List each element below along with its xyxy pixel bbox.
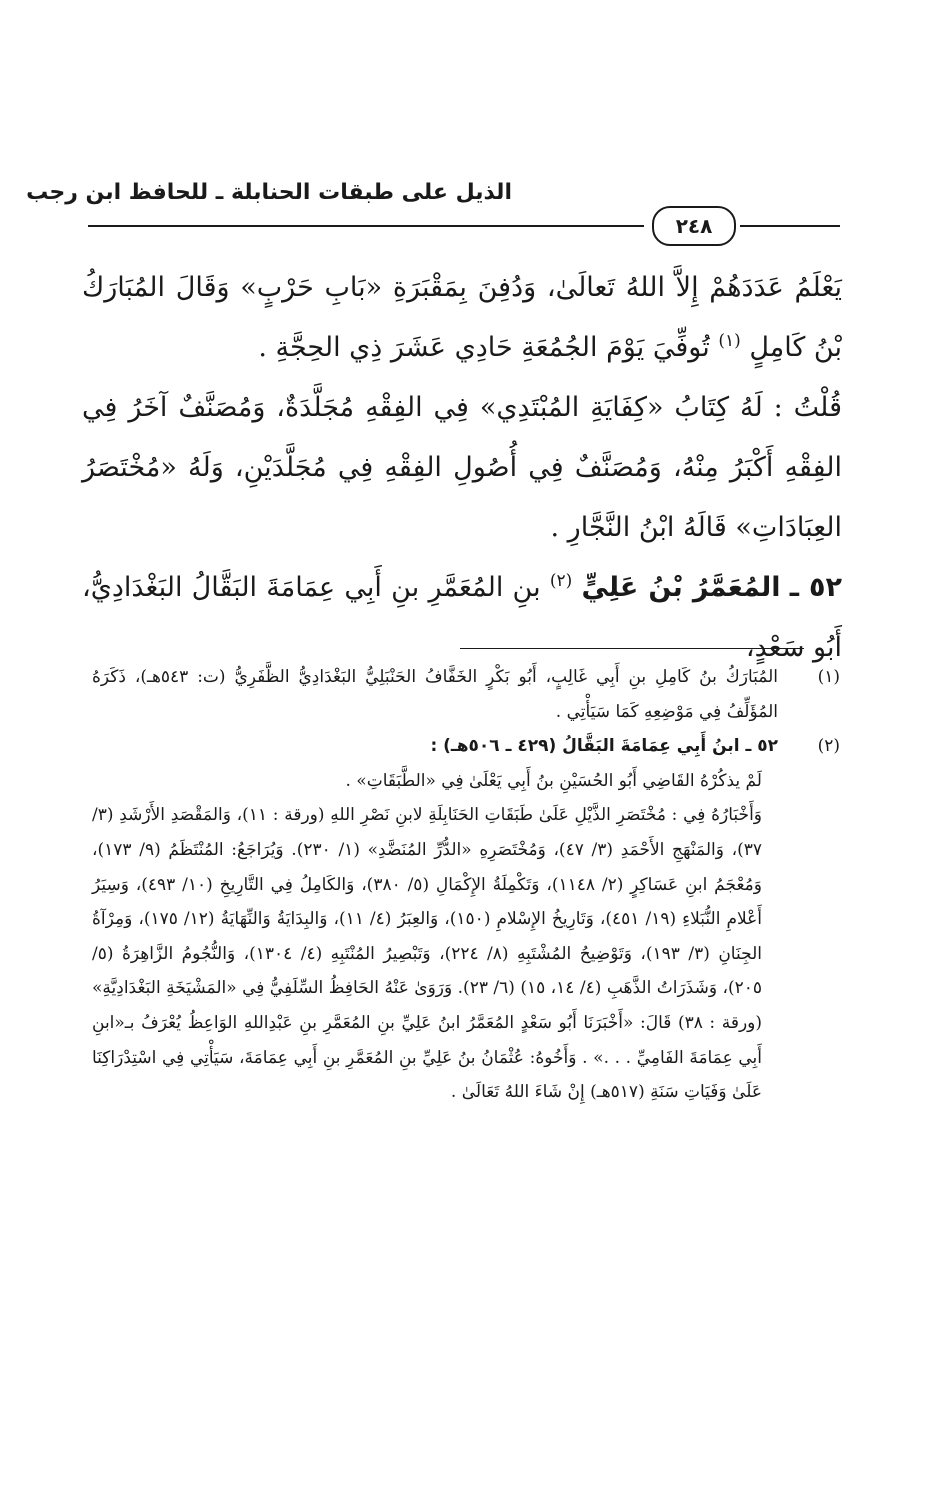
- footnote-separator: [460, 648, 804, 649]
- main-text: [82, 258, 842, 678]
- footnote-2: [92, 729, 842, 1110]
- entry-name: المُعَمَّرُ بْنُ عَلِيٍّ: [581, 572, 781, 603]
- footnote-line: لَمْ يذكُرْهُ القَاضِي أَبُو الحُسَيْنِ بنُ أَبِي يَعْلَىٰ فِي «الطَّبَقَاتِ» .: [345, 770, 762, 791]
- footnote-line: وَأَخْبَارُهُ فِي : مُخْتَصَرِ الذَّيْلِ عَلَىٰ طَبَقَاتِ الحَنَابِلَةِ لابنِ نَصْرِ اللهِ (ورقة : ١١)، وَالمَقْصَدِ الأَرْشَدِ (٣/ ٣٧)، وَالمَنْهَجِ الأَحْمَدِ (٣/ ٤٧)، وَمُخْتَصَرِهِ «الدُّرِّ المُنَضَّدِ» (١/ ٢٣٠). وَيُرَاجَعُ: المُنْتَظَمُ (٩/ ١٧٣)، وَمُعْجَمُ ابنِ عَسَاكِرٍ (٢/ ١١٤٨)، وَتَكْمِلَةُ الإِكْمَالِ (٥/ ٣٨٠)، وَالكَامِلُ فِي التَّارِيخِ (١٠/ ٤٩٣)، وَسِيَرُ أَعْلامِ النُّبَلاءِ (١٩/ ٤٥١)، وَتَارِيخُ الإِسْلامِ (١٥٠)، وَالعِبَرُ (٤/ ١١)، وَالبِدَايَةُ وَالنِّهَايَةُ (١٢/ ١٧٥)، وَمِرْآةُ الجِنَانِ (٣/ ١٩٣)، وَتَوْضِيحُ المُشْتَبِهِ (٨/ ٢٢٤)، وَتَبْصِيرُ المُنْتَبِهِ (٤/ ١٣٠٤)، وَالنُّجُومُ الزَّاهِرَةُ (٥/ ٢٠٥)، وَشَذَرَاتُ الذَّهَبِ (٤/ ١٤، ١٥) (٦/ ٢٣). وَرَوَىٰ عَنْهُ الحَافِظُ السِّلَفِيُّ فِي «المَشْيَخَةِ البَغْدَادِيَّةِ» (ورقة : ٣٨) قَالَ: «أَخْبَرَنَا أَبُو سَعْدٍ المُعَمَّرُ ابنُ عَلِيِّ بنِ المُعَمَّرِ بنِ عَبْدِاللهِ الوَاعِظُ يُعْرَفُ بـ«ابنِ أَبِي عِمَامَةَ الفَامِيِّ . . .» . وَأَخُوهُ: عُثْمَانُ بنُ عَلِيِّ بنِ المُعَمَّرِ بنِ أَبِي عِمَامَةَ، سَيَأْتِي فِي اسْتِدْرَاكِنَا عَلَىٰ وَفَيَاتِ سَنَةِ (٥١٧هـ) إِنْ شَاءَ اللهُ تَعَالَىٰ .: [92, 805, 763, 1103]
- page-number: ٢٤٨: [652, 206, 736, 246]
- paragraph-2: قُلْتُ : لَهُ كِتَابُ «كِفَايَةِ المُبْتَدِي» فِي الفِقْهِ مُجَلَّدَةٌ، وَمُصَنَّفٌ آخَرُ فِي الفِقْهِ أَكْبَرُ مِنْهُ، وَمُصَنَّفٌ فِي أُصُولِ الفِقْهِ فِي مُجَلَّدَيْنِ، وَلَهُ «مُخْتَصَرُ العِبَادَاتِ» قَالَهُ ابْنُ النَّجَّارِ .: [82, 392, 842, 543]
- entry-number: ٥٢ ـ: [789, 572, 842, 603]
- paragraph-1-tail: تُوفِّيَ يَوْمَ الجُمُعَةِ حَادِي عَشَرَ ذِي الحِجَّةِ .: [258, 332, 710, 363]
- header-rule-right: [740, 225, 840, 227]
- footnote-body: [92, 729, 778, 1110]
- entry-rest: بنِ المُعَمَّرِ بنِ أَبِي عِمَامَةَ البَقَّالُ البَغْدَادِيُّ، أَبُو سَعْدٍ،: [82, 572, 842, 663]
- footnotes: [92, 660, 842, 1110]
- footnote-line: المُبَارَكُ بنُ كَامِلِ بنِ أَبِي غَالِبٍ، أَبُو بَكْرٍ الخَفَّافُ الحَنْبَلِيُّ البَغْدَادِيُّ الظَّفَرِيُّ (ت: ٥٤٣هـ)، ذَكَرَهُ المُؤَلِّفُ فِي مَوْضِعِهِ كَمَا سَيَأْتِي .: [92, 667, 778, 722]
- paragraph-1: [82, 258, 842, 378]
- footnote-ref-1[interactable]: (١): [718, 331, 741, 351]
- running-title: الذيل على طبقات الحنابلة ـ للحافظ ابن رجب: [26, 180, 512, 205]
- paragraph-1-text: يَعْلَمُ عَدَدَهُمْ إِلاَّ اللهُ تَعالَىٰ، وَدُفِنَ بِمَقْبَرَةِ «بَابِ حَرْبٍ» وَقَالَ المُبَارَكُ بْنُ كَامِلٍ: [82, 272, 842, 363]
- footnote-ref-2[interactable]: (٢): [549, 571, 573, 591]
- header-rule-left: [88, 225, 644, 227]
- footnote-1: [92, 660, 842, 729]
- footnote-body: [92, 660, 778, 729]
- footnote-marker: (١): [817, 667, 840, 687]
- footnote-marker: (٢): [817, 736, 840, 757]
- footnote-heading: ٥٢ ـ ابنُ أَبِي عِمَامَةَ البَقَّالُ (٤٢٩ ـ ٥٠٦هـ) :: [430, 736, 778, 757]
